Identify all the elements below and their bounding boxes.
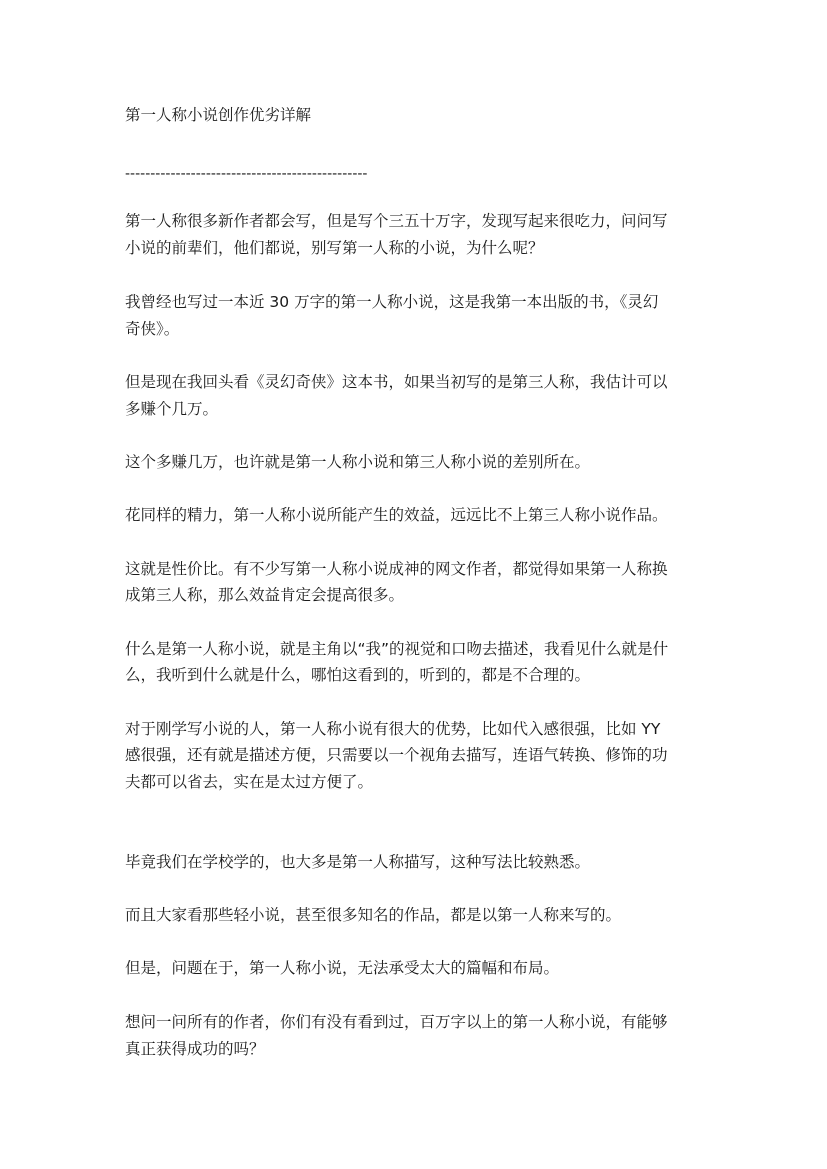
document-title: 第一人称小说创作优劣详解	[125, 106, 312, 124]
paragraph-line: 感很强，还有就是描述方便，只需要以一个视角去描写，连语气转换、修饰的功	[125, 746, 668, 764]
separator-line: ------------------------------------------------	[125, 166, 368, 182]
paragraph-line: 第一人称很多新作者都会写，但是写个三五十万字，发现写起来很吃力，问问写	[125, 212, 668, 230]
paragraph-line: 小说的前辈们，他们都说，别写第一人称的小说，为什么呢？	[125, 239, 544, 257]
paragraph-line: 我曾经也写过一本近 30 万字的第一人称小说，这是我第一本出版的书，《灵幻	[125, 293, 659, 311]
paragraph-line: 毕竟我们在学校学的，也大多是第一人称描写，这种写法比较熟悉。	[125, 853, 591, 871]
paragraph-line: 奇侠》。	[125, 320, 180, 338]
paragraph-line: 多赚个几万。	[125, 400, 219, 418]
paragraph-line: 真正获得成功的吗？	[125, 1040, 265, 1058]
paragraph-line: 想问一问所有的作者，你们有没有看到过，百万字以上的第一人称小说，有能够	[125, 1013, 668, 1031]
paragraph-line: 夫都可以省去，实在是太过方便了。	[125, 773, 374, 791]
paragraph-line: 成第三人称，那么效益肯定会提高很多。	[125, 586, 405, 604]
paragraph-line: 花同样的精力，第一人称小说所能产生的效益，远远比不上第三人称小说作品。	[125, 506, 668, 524]
paragraph-line: 对于刚学写小说的人，第一人称小说有很大的优势，比如代入感很强，比如 YY	[125, 720, 661, 738]
paragraph-line: 什么是第一人称小说，就是主角以“我”的视觉和口吻去描述，我看见什么就是什	[125, 640, 669, 658]
paragraph-line: 么，我听到什么就是什么，哪怕这看到的，听到的，都是不合理的。	[125, 666, 591, 684]
paragraph-line: 这个多赚几万，也许就是第一人称小说和第三人称小说的差别所在。	[125, 453, 591, 471]
paragraph-line: 这就是性价比。有不少写第一人称小说成神的网文作者，都觉得如果第一人称换	[125, 560, 668, 578]
paragraph-line: 但是，问题在于，第一人称小说，无法承受太大的篇幅和布局。	[125, 959, 560, 977]
paragraph-line: 而且大家看那些轻小说，甚至很多知名的作品，都是以第一人称来写的。	[125, 906, 622, 924]
paragraph-line: 但是现在我回头看《灵幻奇侠》这本书，如果当初写的是第三人称，我估计可以	[125, 373, 668, 391]
